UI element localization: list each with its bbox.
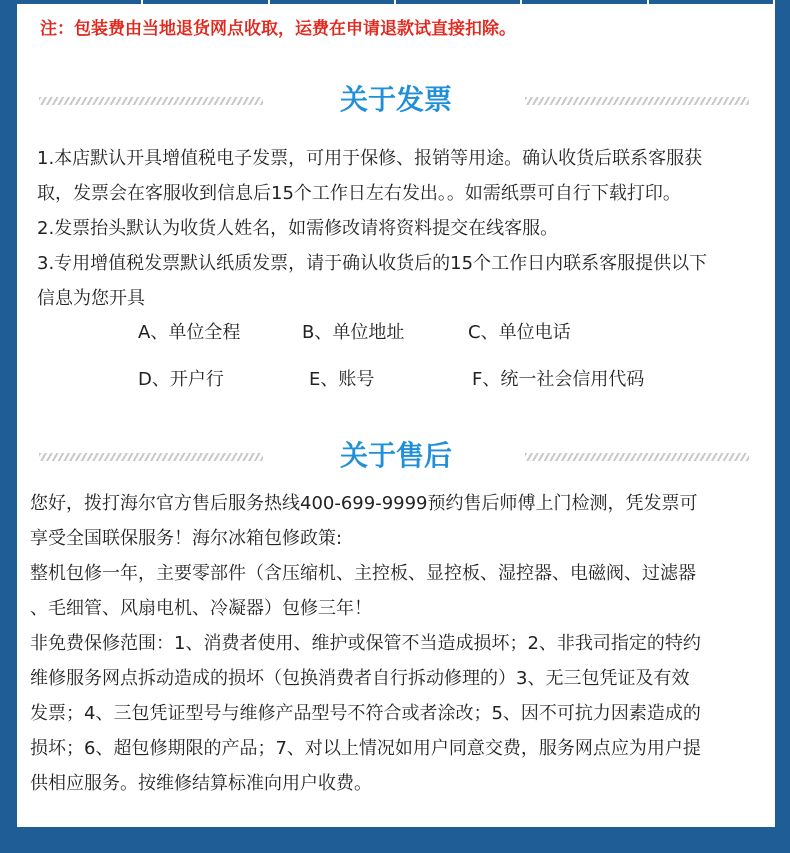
aftersales-text	[30, 486, 770, 801]
aftersales-line: 损坏；6、超包修期限的产品；7、对以上情况如用户同意交费，服务网点应为用户提	[30, 738, 701, 759]
invoice-section-title: 关于发票	[339, 83, 452, 116]
invoice-option-e: E、账号	[309, 369, 375, 390]
aftersales-line: 整机包修一年，主要零部件（含压缩机、主控板、显控板、湿控器、电磁阀、过滤器	[30, 563, 696, 584]
aftersales-line: 供相应服务。按维修结算标准向用户收费。	[30, 773, 372, 794]
aftersales-line: 维修服务网点拆动造成的损坏（包换消费者自行拆动修理的）3、无三包凭证及有效	[30, 668, 690, 689]
aftersales-line: 享受全国联保服务！海尔冰箱包修政策:	[30, 528, 343, 549]
invoice-line: 2.发票抬头默认为收货人姓名，如需修改请将资料提交在线客服。	[37, 218, 559, 239]
invoice-text	[37, 141, 772, 316]
header-decoration-right	[525, 453, 749, 461]
aftersales-line: 您好，拨打海尔官方售后服务热线400-699-9999预约售后师傅上门检测，凭发票可	[30, 493, 698, 514]
header-decoration-right	[525, 97, 749, 105]
packaging-fee-note: 注：包装费由当地退货网点收取，运费在申请退款试直接扣除。	[40, 19, 516, 39]
invoice-option-b: B、单位地址	[302, 322, 405, 343]
invoice-section-header	[17, 80, 775, 120]
invoice-option-f: F、统一社会信用代码	[472, 369, 645, 390]
content-panel	[17, 0, 775, 827]
invoice-line: 1.本店默认开具增值税电子发票，可用于保修、报销等用途。确认收货后联系客服获	[37, 148, 703, 169]
aftersales-line: 、毛细管、风扇电机、冷凝器）包修三年！	[30, 598, 372, 619]
aftersales-line: 发票；4、三包凭证型号与维修产品型号不符合或者涂改；5、因不可抗力因素造成的	[30, 703, 701, 724]
top-divider-strip	[17, 0, 775, 4]
invoice-line: 取，发票会在客服收到信息后15个工作日左右发出。。如需纸票可自行下载打印。	[37, 183, 681, 204]
invoice-line: 信息为您开具	[37, 288, 145, 309]
invoice-option-c: C、单位电话	[468, 322, 571, 343]
aftersales-section-title: 关于售后	[339, 439, 452, 472]
aftersales-line: 非免费保修范围：1、消费者使用、维护或保管不当造成损坏；2、非我司指定的特约	[30, 633, 701, 654]
invoice-option-d: D、开户行	[138, 369, 224, 390]
invoice-line: 3.专用增值税发票默认纸质发票，请于确认收货后的15个工作日内联系客服提供以下	[37, 253, 708, 274]
invoice-option-a: A、单位全程	[138, 322, 241, 343]
aftersales-section-header	[17, 436, 775, 476]
